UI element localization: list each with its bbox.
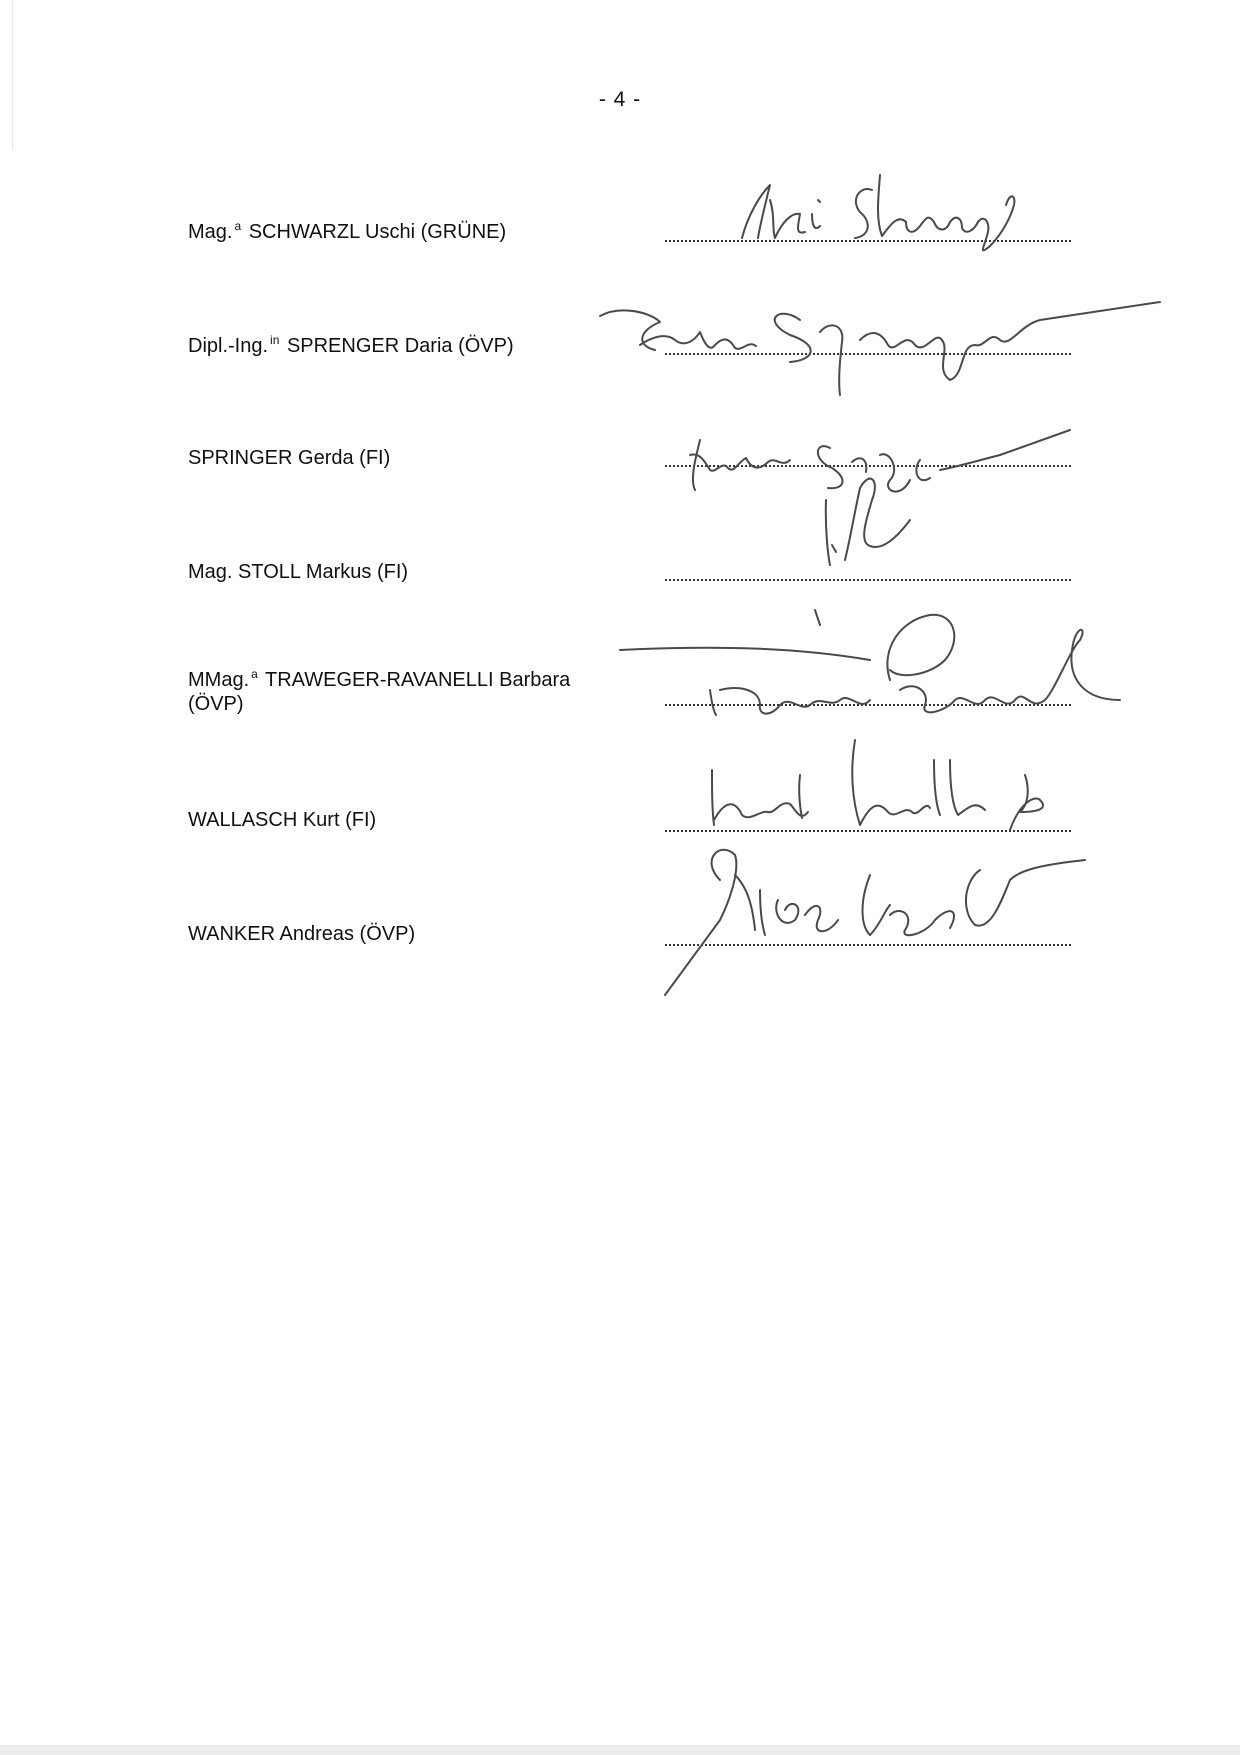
signatory-name: Dipl.-Ing. $^{in}$ SPRENGER Daria (ÖVP) — [188, 333, 514, 357]
signature-line — [665, 240, 1071, 242]
signatory-name: WANKER Andreas (ÖVP) — [188, 923, 416, 945]
signature-line — [665, 944, 1071, 946]
signatory-entry — [188, 922, 1188, 1032]
signatory-name: WALLASCH Kurt (FI) — [188, 809, 377, 831]
signatory-entry — [188, 808, 1188, 918]
signatory-name: Mag. $^a$ SCHWARZL Uschi (GRÜNE) — [188, 219, 507, 243]
signature-line — [665, 353, 1071, 355]
signatory-entry — [188, 334, 1188, 444]
signature-line — [665, 830, 1071, 832]
signature-line — [665, 465, 1071, 467]
page-edge — [12, 0, 13, 150]
signatory-name: Mag. STOLL Markus (FI) — [188, 561, 409, 583]
page-number: - 4 - — [598, 88, 642, 111]
signatory-entry — [188, 220, 1188, 330]
page-edge — [0, 1745, 1240, 1755]
signatory-name: MMag. $^a$ TRAWEGER-RAVANELLI Barbara (ÖVP) — [188, 667, 571, 715]
signatory-entry — [188, 668, 1188, 778]
signatory-entry — [188, 446, 1188, 556]
signature-line — [665, 579, 1071, 581]
signatory-name: SPRINGER Gerda (FI) — [188, 447, 391, 469]
signatory-entry — [188, 560, 1188, 670]
signature-line — [665, 704, 1071, 706]
